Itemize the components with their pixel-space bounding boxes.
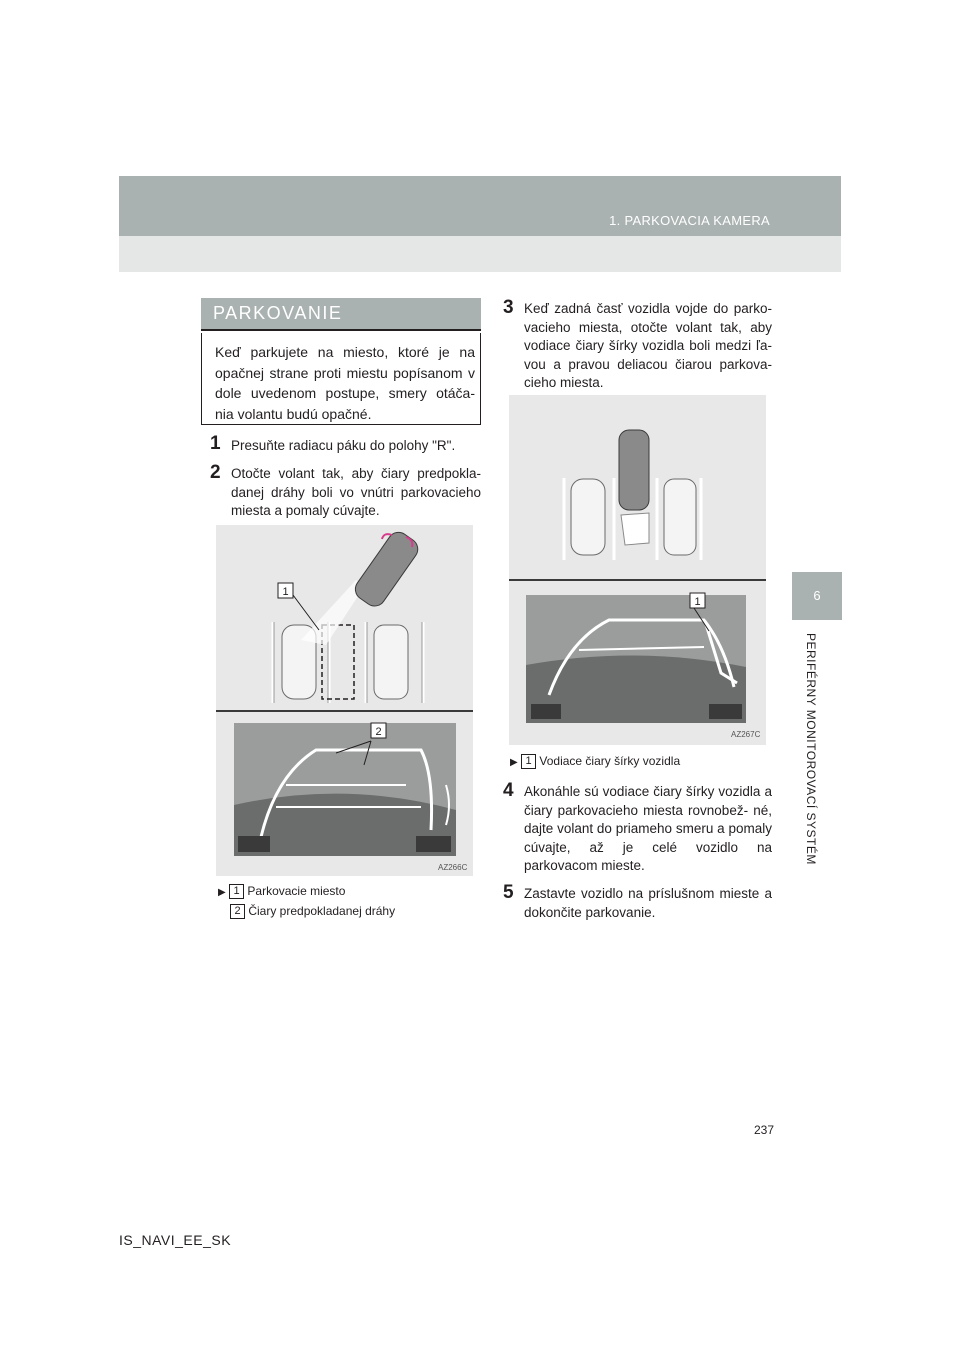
step-number: 3: [503, 297, 514, 318]
figure-vehicle-width-lines: [509, 395, 766, 745]
parked-car-left: [571, 479, 605, 555]
legend-text: Parkovacie miesto: [247, 884, 346, 898]
figure-code: AZ267C: [731, 730, 761, 739]
legend-text: Čiary predpokladanej dráhy: [248, 904, 396, 918]
callout-1-label: 1: [694, 596, 701, 608]
parked-car-right: [374, 625, 408, 699]
step-3-text: Keď zadná časť vozidla vojde do parko- vacieho miesta, otočte volant tak, aby vodiace čiary šírky vozidla boli medzi ľa- vou a pravou deliacou čiarou parkova- cieho miesta.: [524, 301, 772, 390]
document-code: IS_NAVI_EE_SK: [119, 1232, 232, 1248]
legend-item-1: [218, 884, 345, 899]
step-number: 5: [503, 882, 514, 903]
section-title: PARKOVANIE: [213, 303, 343, 323]
step-4: [503, 780, 514, 802]
legend-badge: 1: [521, 754, 536, 769]
triangle-icon: ▶: [218, 887, 226, 898]
figure-code: AZ266C: [438, 863, 468, 872]
step-5-text: Zastavte vozidlo na príslušnom mieste a dokončite parkovanie.: [524, 886, 772, 920]
legend-item-1: [510, 754, 680, 769]
step-2-text: Otočte volant tak, aby čiary predpokla- danej dráhy boli vo vnútri parkovacieho miesta a pomaly cúvajte.: [231, 466, 481, 518]
reversing-car: [619, 430, 649, 510]
step-number: 4: [503, 780, 514, 801]
figure-parking-space: [216, 525, 473, 876]
step-3: [503, 297, 514, 319]
figure-2-illustration: [509, 395, 766, 745]
legend-badge: 2: [230, 904, 245, 919]
figure-1-illustration: [216, 525, 473, 876]
legend-text: Vodiace čiary šírky vozidla: [539, 754, 681, 768]
legend-badge: 1: [229, 884, 244, 899]
parked-car-right: [664, 479, 696, 555]
step-1-text: Presuňte radiacu páku do polohy "R".: [231, 438, 456, 453]
step-2: [210, 462, 221, 484]
callout-2-label: 2: [375, 726, 382, 738]
callout-1-label: 1: [282, 586, 289, 598]
legend-item-2: [230, 904, 395, 919]
chapter-number: 6: [813, 588, 821, 603]
step-1: [210, 433, 221, 455]
step-number: 2: [210, 462, 221, 483]
chapter-title: 1. PARKOVACIA KAMERA: [609, 213, 770, 228]
triangle-icon: ▶: [510, 757, 518, 768]
header-subband: [119, 236, 841, 272]
step-4-text: Akonáhle sú vodiace čiary šírky vozidla a čiary parkovacieho miesta rovnobež- né, dajte volant do priameho smeru a pomaly cúvajte, až je celé vozidlo na parkovacom mieste.: [524, 784, 772, 873]
page-number: 237: [753, 1123, 774, 1137]
chapter-side-label: PERIFÉRNY MONITOROVACÍ SYSTÉM: [804, 633, 818, 865]
step-5: [503, 882, 514, 904]
section-note: Keď parkujete na miesto, ktoré je na opačnej strane proti miestu popísanom v dole uvedenom postupe, smery otáča- nia volantu budú opačné.: [215, 344, 475, 422]
step-number: 1: [210, 433, 221, 454]
